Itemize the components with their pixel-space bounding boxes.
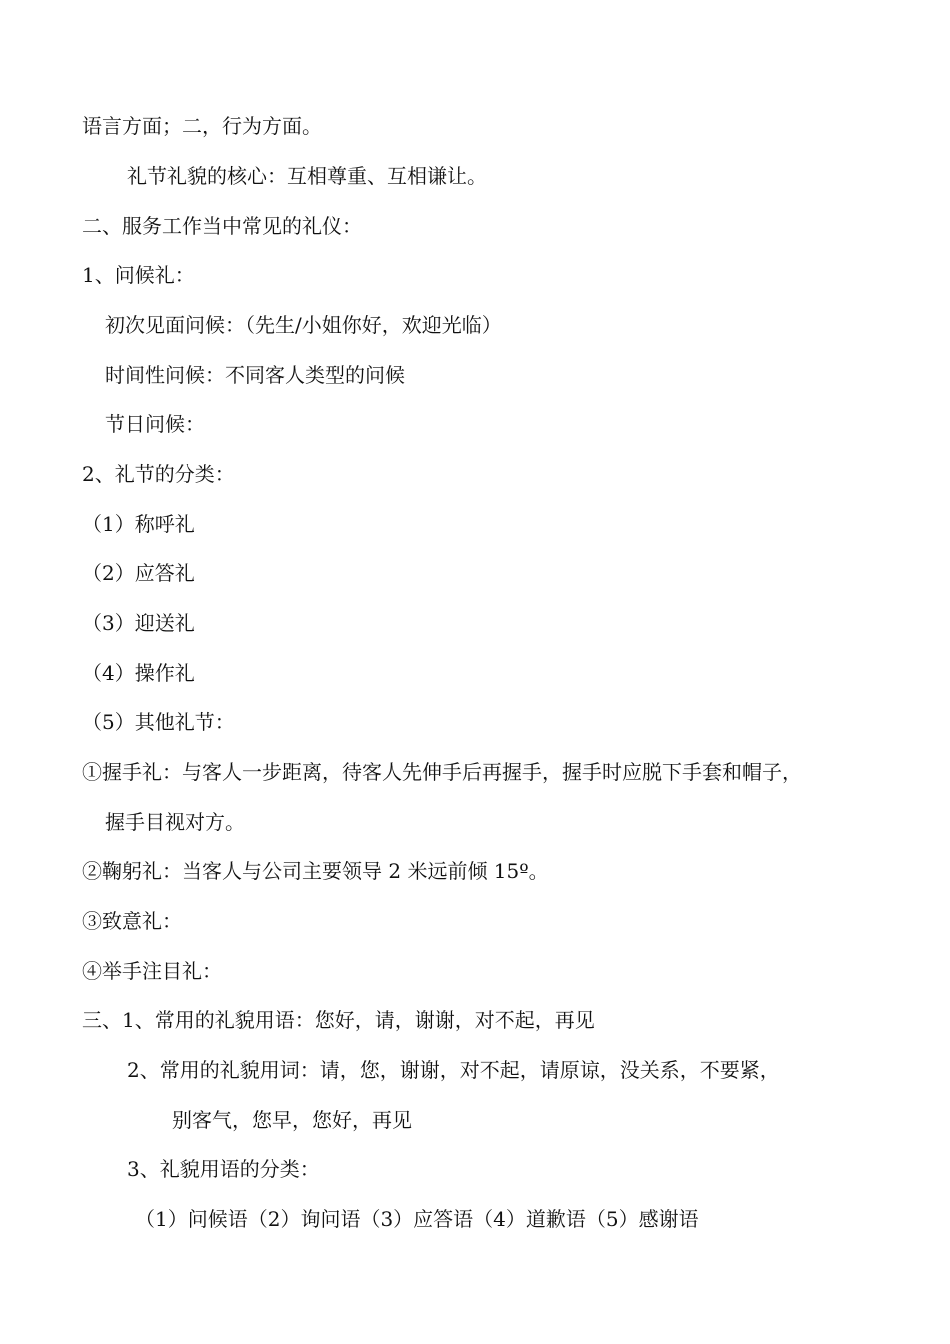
subheading-greeting: 1、问候礼： (82, 263, 195, 287)
list-item-3: （3）迎送礼 (82, 611, 195, 635)
list-item-5: （5）其他礼节： (82, 710, 235, 734)
text-line-phrase-types: （1）问候语（2）询问语（3）应答语（4）道歉语（5）感谢语 (135, 1207, 699, 1231)
text-line-polite-words-cont: 别客气，您早，您好，再见 (172, 1108, 412, 1132)
text-line-2: 礼节礼貌的核心：互相尊重、互相谦让。 (127, 164, 487, 188)
section-heading-3: 三、1、常用的礼貌用语：您好，请，谢谢，对不起，再见 (82, 1008, 595, 1032)
text-line-polite-words: 2、常用的礼貌用词：请，您，谢谢，对不起，请原谅，没关系，不要紧， (127, 1058, 780, 1082)
list-item-4: （4）操作礼 (82, 661, 195, 685)
section-heading-2: 二、服务工作当中常见的礼仪： (82, 214, 362, 238)
subheading-classification: 2、礼节的分类： (82, 462, 235, 486)
text-line-hand-raise: ④举手注目礼： (82, 959, 222, 983)
text-line-bow: ②鞠躬礼：当客人与公司主要领导 2 米远前倾 15º。 (82, 859, 549, 883)
text-line-handshake-cont: 握手目视对方。 (105, 810, 245, 834)
text-line-handshake: ①握手礼：与客人一步距离，待客人先伸手后再握手，握手时应脱下手套和帽子， (82, 760, 802, 784)
text-line-salute: ③致意礼： (82, 909, 182, 933)
text-line-first-meeting: 初次见面问候：（先生/小姐你好，欢迎光临） (105, 313, 502, 337)
text-line-holiday-greeting: 节日问候： (105, 412, 205, 436)
text-line-time-greeting: 时间性问候：不同客人类型的问候 (105, 363, 405, 387)
list-item-2: （2）应答礼 (82, 561, 195, 585)
list-item-1: （1）称呼礼 (82, 512, 195, 536)
text-line-1: 语言方面；二，行为方面。 (82, 114, 322, 138)
text-line-phrase-classification: 3、礼貌用语的分类： (127, 1157, 320, 1181)
